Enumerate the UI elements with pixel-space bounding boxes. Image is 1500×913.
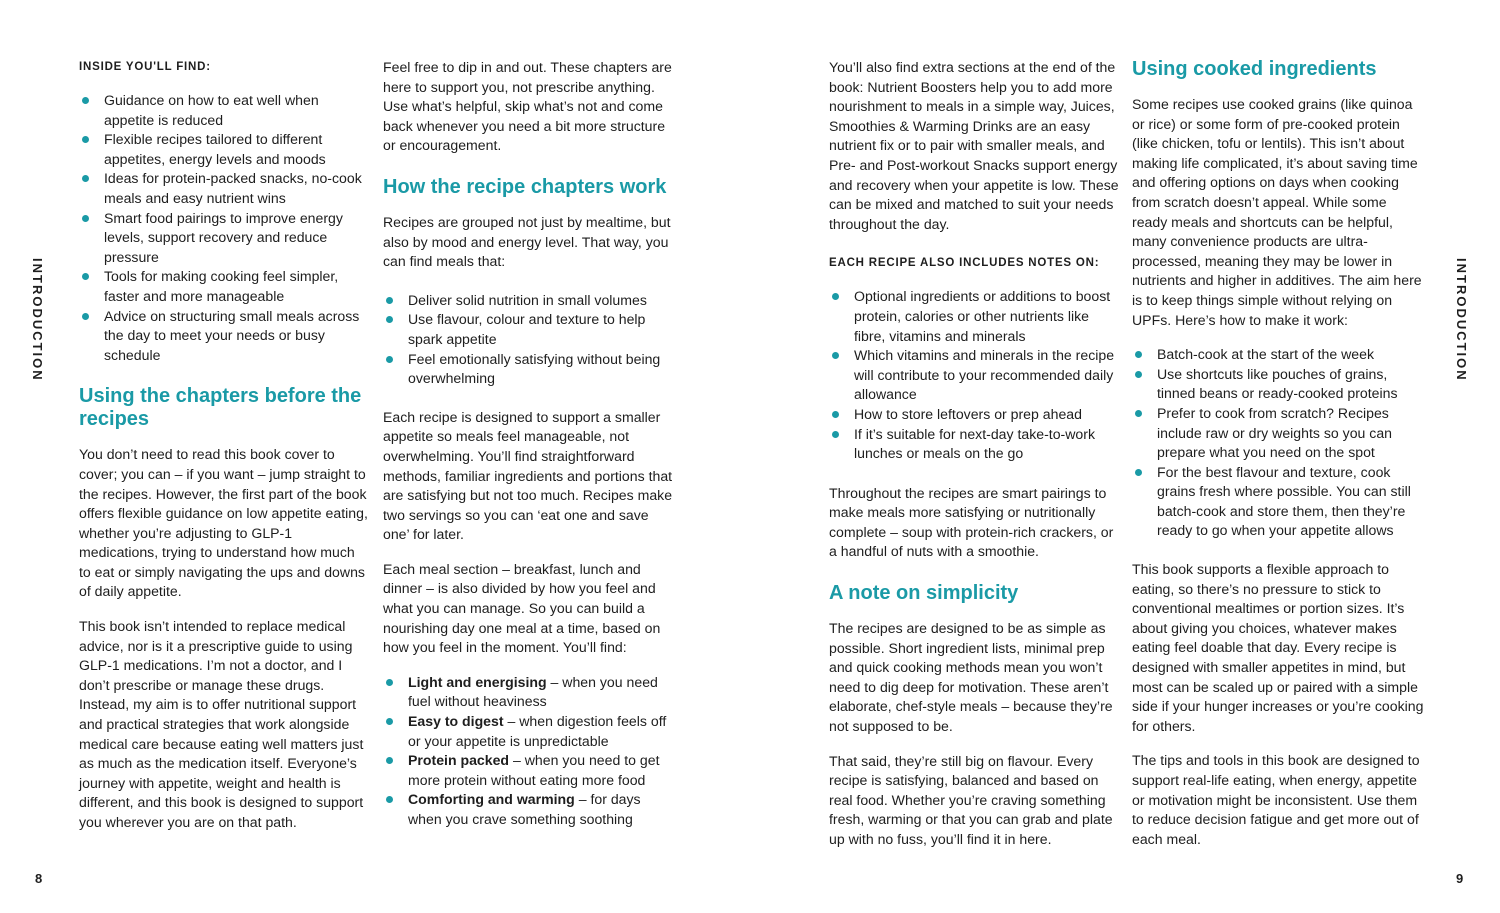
section-heading: Using the chapters before the recipes <box>79 385 362 431</box>
mood-name: Protein packed <box>408 752 510 769</box>
paragraph: You’ll also find extra sections at the end of the book: Nutrient Boosters help you to add more nourishment to meals in a simple way, Juices, Smoothies & Warming Drinks are an easy nutrient fix or to pair with smaller meals, and Pre- and Post-workout Snacks support energy and recovery when your appetite is low. These can be mixed and matched to suit your needs throughout the day. <box>829 59 1119 232</box>
mood-desc: – when you need to get more protein without eating more food <box>408 752 660 788</box>
paragraph: Recipes are grouped not just by mealtime, but also by mood and energy level. That way, you can find meals that: <box>383 213 671 270</box>
list-item <box>383 712 673 751</box>
paragraph: The recipes are designed to be as simple as possible. Short ingredient lists, minimal prep and quick cooking methods mean you won’t need to dig deep for motivation. These aren’t elaborate, chef-style meals – because they’re not supposed to be. <box>829 620 1113 735</box>
list-item: If it’s suitable for next-day take-to-work lunches or meals on the go <box>829 425 1121 464</box>
column-2 <box>383 58 673 845</box>
meals-list <box>383 291 673 389</box>
list-item: Guidance on how to eat well when appetite is reduced <box>79 91 369 130</box>
section-heading: Using cooked ingredients <box>1132 58 1377 80</box>
paragraph: This book isn’t intended to replace medical advice, nor is it a prescriptive guide to using GLP-1 medications. I’m not a doctor, and I don’t prescribe or manage these drugs. Instead, my aim is to offer nutritional support and practical strategies that work alongside medical care because eating well matters just as much as the medication itself. Everyone’s journey with appetite, weight and health is different, and this book is designed to support you wherever you are on that path. <box>79 618 364 830</box>
list-item: Deliver solid nutrition in small volumes <box>383 291 673 311</box>
paragraph: Each meal section – breakfast, lunch and dinner – is also divided by how you feel and what you can manage. So you can build a nourishing day one meal at a time, based on how you feel in the moment. You’ll find: <box>383 560 661 656</box>
side-label-left: INTRODUCTION <box>30 258 45 382</box>
mood-desc: – when you need fuel without heaviness <box>408 673 658 710</box>
list-item <box>383 751 673 790</box>
list-item: Ideas for protein-packed snacks, no-cook meals and easy nutrient wins <box>79 169 369 208</box>
paragraph: You don’t need to read this book cover to cover; you can – if you want – jump straight to the recipes. However, the first part of the book offers flexible guidance on low appetite eating, whether you’re adjusting to GLP-1 medications, trying to understand how much to eat or simply navigating the ups and downs of daily appetite. <box>79 446 368 600</box>
list-item <box>383 673 673 712</box>
list-item: Use flavour, colour and texture to help spark appetite <box>383 310 673 349</box>
notes-list <box>829 287 1121 463</box>
column-1 <box>79 58 369 848</box>
column-4 <box>1132 58 1424 864</box>
list-item: Prefer to cook from scratch? Recipes include raw or dry weights so you can prepare what you need on the spot <box>1132 404 1424 463</box>
paragraph: This book supports a flexible approach to eating, so there’s no pressure to stick to conventional mealtimes or portion sizes. It’s about giving you choices, whatever makes eating feel doable that day. Every recipe is designed with smaller appetites in mind, but most can be scaled up or paired with a simple side if your hunger increases or you’re cooking for others. <box>1132 561 1424 734</box>
list-item: How to store leftovers or prep ahead <box>829 405 1121 425</box>
inside-list <box>79 91 369 365</box>
list-item: Tools for making cooking feel simpler, faster and more manageable <box>79 267 369 306</box>
paragraph: That said, they’re still big on flavour. Every recipe is satisfying, balanced and based on real food. Whether you’re craving something fresh, warming or that you can grab and plate up with no fuss, you’ll find it in here. <box>829 752 1113 847</box>
page-number-left: 8 <box>35 871 43 886</box>
list-item: Optional ingredients or additions to boost protein, calories or other nutrients like fibre, vitamins and minerals <box>829 287 1121 346</box>
paragraph: The tips and tools in this book are designed to support real-life eating, when energy, appetite or motivation might be inconsistent. Use them to reduce decision fatigue and get more out of each meal. <box>1132 752 1420 847</box>
mood-name: Easy to digest <box>408 713 504 730</box>
mood-desc: – for days when you crave something soothing <box>408 791 641 827</box>
notes-label: EACH RECIPE ALSO INCLUDES NOTES ON: <box>829 257 1100 270</box>
mood-desc: – when digestion feels off or your appetite is unpredictable <box>408 713 667 749</box>
list-item: Advice on structuring small meals across the day to meet your needs or busy schedule <box>79 307 369 366</box>
inside-label: INSIDE YOU'LL FIND: <box>79 61 211 73</box>
list-item: Which vitamins and minerals in the recipe will contribute to your recommended daily allowance <box>829 346 1121 405</box>
list-item: Smart food pairings to improve energy levels, support recovery and reduce pressure <box>79 209 369 268</box>
cooked-list <box>1132 345 1424 541</box>
section-heading: A note on simplicity <box>829 582 1019 605</box>
mood-list <box>383 673 673 830</box>
list-item: Batch-cook at the start of the week <box>1132 345 1424 365</box>
list-item: Flexible recipes tailored to different appetites, energy levels and moods <box>79 130 369 169</box>
page-number-right: 9 <box>1456 871 1464 886</box>
mood-name: Comforting and warming <box>408 791 575 808</box>
paragraph: Throughout the recipes are smart pairings to make meals more satisfying or nutritionally complete – soup with protein-rich crackers, or a handful of nuts with a smoothie. <box>829 484 1114 560</box>
paragraph: Feel free to dip in and out. These chapters are here to support you, not prescribe anything. Use what’s helpful, skip what’s not and come back whenever you need a bit more structure or encouragement. <box>383 59 672 154</box>
paragraph: Some recipes use cooked grains (like quinoa or rice) or some form of pre-cooked protein (like chicken, tofu or lentils). This isn’t about making life complicated, it’s about saving time and offering options on days when cooking from scratch doesn’t appeal. While some ready meals and shortcuts can be helpful, many convenience products are ultra-processed, meaning they may be lower in nutrients and higher in additives. The aim here is to keep things simple without relying on UPFs. Here’s how to make it work: <box>1132 96 1422 328</box>
paragraph: Each recipe is designed to support a smaller appetite so meals feel manageable, not overwhelming. You’ll find straightforward methods, familiar ingredients and portions that are satisfying but not too much. Recipes make two servings so you can ‘eat one and save one’ for later. <box>383 408 673 543</box>
list-item <box>383 790 673 829</box>
list-item: Feel emotionally satisfying without being overwhelming <box>383 350 673 389</box>
column-3 <box>829 58 1121 865</box>
list-item: For the best flavour and texture, cook grains fresh where possible. You can still batch-cook and store them, then they’re ready to go when your appetite allows <box>1132 463 1424 541</box>
section-heading: How the recipe chapters work <box>383 175 667 198</box>
side-label-right: INTRODUCTION <box>1454 258 1469 382</box>
list-item: Use shortcuts like pouches of grains, tinned beans or ready-cooked proteins <box>1132 365 1424 404</box>
mood-name: Light and energising <box>408 673 547 690</box>
